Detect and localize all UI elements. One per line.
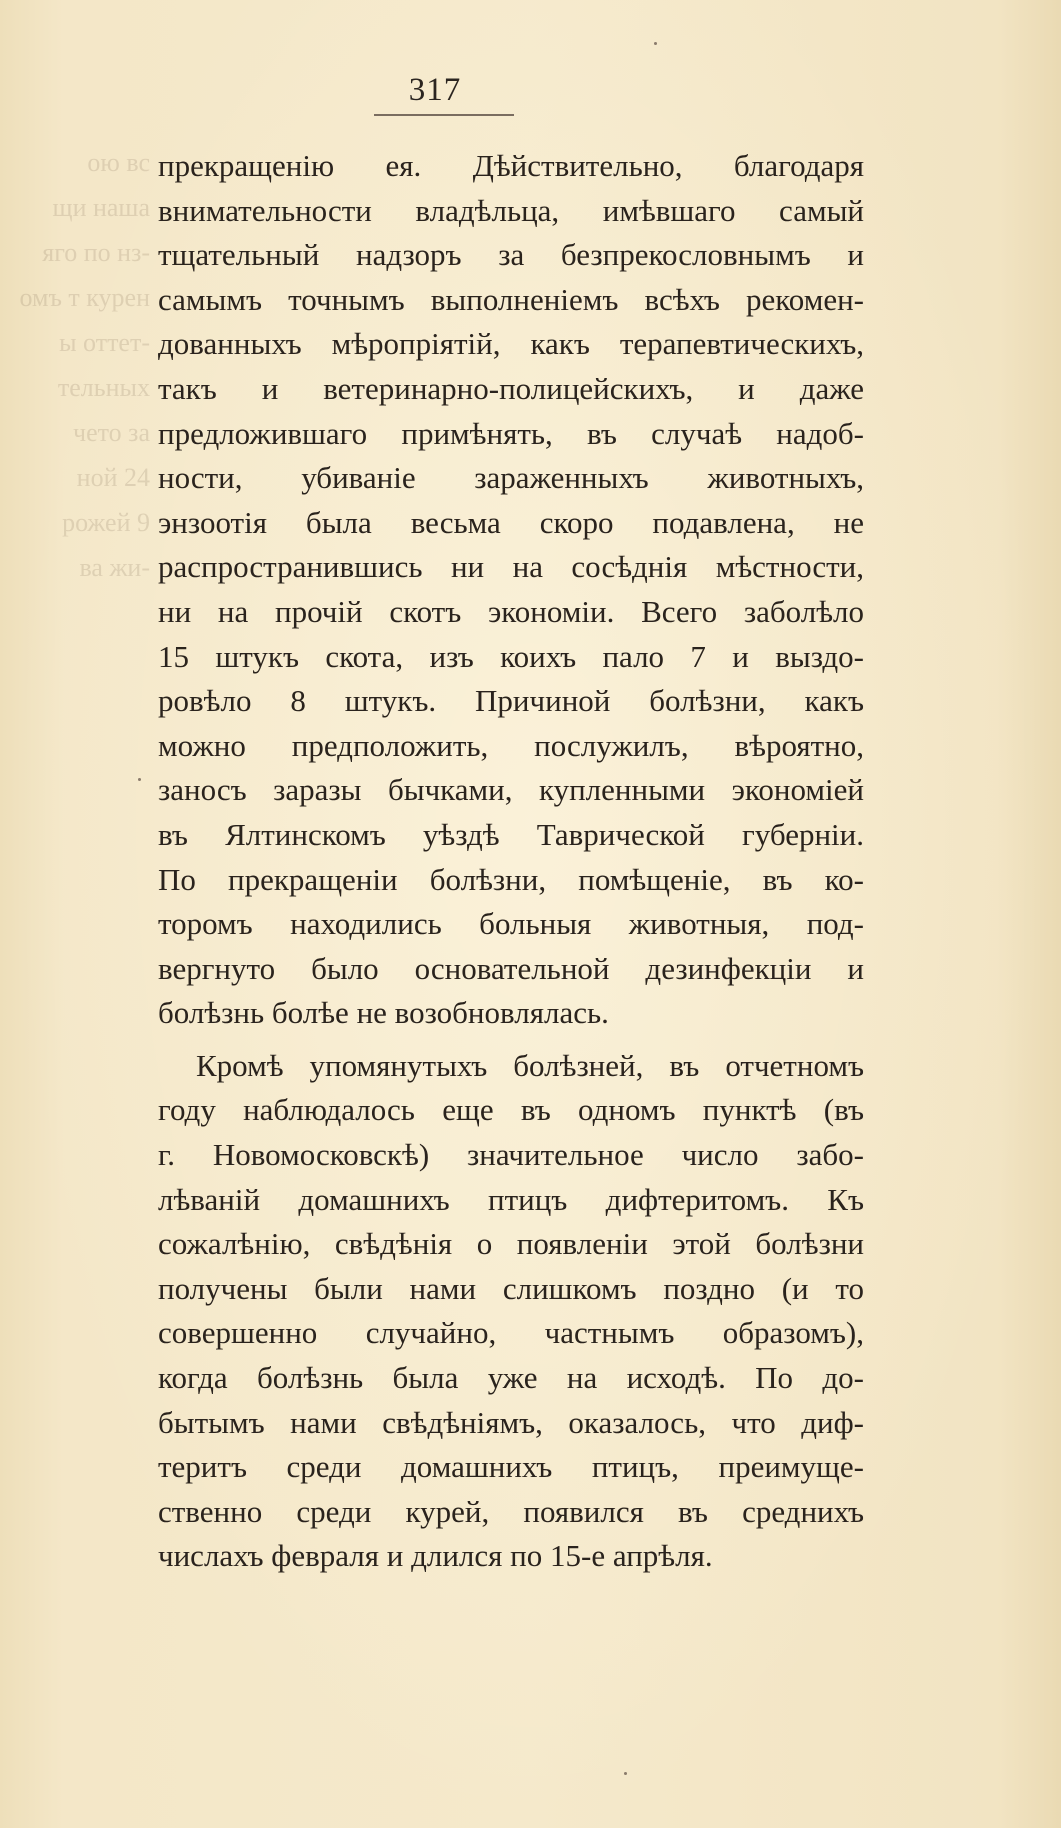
text-line: можно предположить, послужилъ, вѣроятно, — [158, 727, 864, 763]
text-line: заносъ заразы бычками, купленными экономіей — [158, 772, 864, 808]
text-line: ности, убиваніе зараженныхъ животныхъ, — [158, 460, 864, 496]
page-number: 317 — [408, 72, 462, 108]
paper-speck — [138, 778, 141, 781]
bleed-line: ы оттет- — [59, 328, 150, 357]
text-line: ни на прочій скотъ экономіи. Всего заболѣло — [158, 593, 864, 629]
text-line: году наблюдалось еще въ одномъ пунктѣ (въ — [158, 1092, 864, 1128]
header-rule — [374, 114, 514, 116]
body-text — [158, 144, 864, 1579]
bleed-line: щи наша — [52, 193, 150, 222]
text-line: ровѣло 8 штукъ. Причиной болѣзни, какъ — [158, 683, 864, 719]
text-line: предложившаго примѣнять, въ случаѣ надоб- — [158, 415, 864, 451]
text-line: болѣзнь болѣе не возобновлялась. — [158, 995, 609, 1031]
text-line: вергнуто было основательной дезинфекціи и — [158, 950, 864, 986]
text-line: прекращенію ея. Дѣйствительно, благодаря — [158, 148, 864, 183]
bleed-through-text — [0, 140, 150, 640]
text-line: въ Ялтинскомъ уѣздѣ Таврической губерніи. — [158, 816, 864, 852]
paper-speck — [624, 1772, 627, 1775]
text-line: 15 штукъ скота, изъ коихъ пало 7 и выздо- — [158, 638, 864, 674]
text-line: г. Новомосковскѣ) значительное число забо- — [158, 1137, 864, 1173]
text-line: самымъ точнымъ выполненіемъ всѣхъ рекомен- — [158, 281, 864, 317]
bleed-line: омъ т курен — [19, 283, 150, 312]
paragraph-1 — [158, 144, 864, 1036]
text-line: получены были нами слишкомъ поздно (и то — [158, 1270, 864, 1306]
paper-speck — [654, 42, 657, 45]
bleed-line: рожей 9 — [62, 508, 150, 537]
text-line: внимательности владѣльца, имѣвшаго самый — [158, 192, 864, 228]
text-line: лѣваній домашнихъ птицъ дифтеритомъ. Къ — [158, 1181, 864, 1217]
bleed-line: ою вс — [87, 148, 150, 177]
text-line: теритъ среди домашнихъ птицъ, преимуще- — [158, 1449, 864, 1485]
bleed-line: тельных — [57, 373, 150, 402]
bleed-line: ной 24 — [76, 463, 150, 492]
text-line: бытымъ нами свѣдѣніямъ, оказалось, что диф- — [158, 1404, 864, 1440]
text-line: По прекращеніи болѣзни, помѣщеніе, въ ко- — [158, 861, 864, 897]
text-line: тщательный надзоръ за безпрекословнымъ и — [158, 237, 864, 273]
text-line: Кромѣ упомянутыхъ болѣзней, въ отчетномъ — [196, 1047, 864, 1083]
text-line: сожалѣнію, свѣдѣнія о появленіи этой болѣзни — [158, 1226, 864, 1262]
paragraph-gap — [158, 1036, 864, 1044]
text-line: когда болѣзнь была уже на исходѣ. По до- — [158, 1360, 864, 1396]
bleed-line: чето за — [73, 418, 150, 447]
bleed-line: ва жи- — [79, 553, 150, 582]
text-line: числахъ февраля и длился по 15-е апрѣля. — [158, 1538, 713, 1574]
paragraph-2 — [158, 1044, 864, 1579]
text-line: ственно среди курей, появился въ среднихъ — [158, 1493, 864, 1529]
text-line: энзоотія была весьма скоро подавлена, не — [158, 504, 864, 540]
text-line: распространившись ни на сосѣднія мѣстности, — [158, 549, 864, 585]
text-line: совершенно случайно, частнымъ образомъ), — [158, 1315, 864, 1351]
bleed-line: яго по нз- — [42, 238, 150, 267]
text-line: дованныхъ мѣропріятій, какъ терапевтическихъ, — [158, 326, 864, 362]
text-line: такъ и ветеринарно-полицейскихъ, и даже — [158, 370, 864, 406]
text-line: торомъ находились больныя животныя, под- — [158, 906, 864, 942]
